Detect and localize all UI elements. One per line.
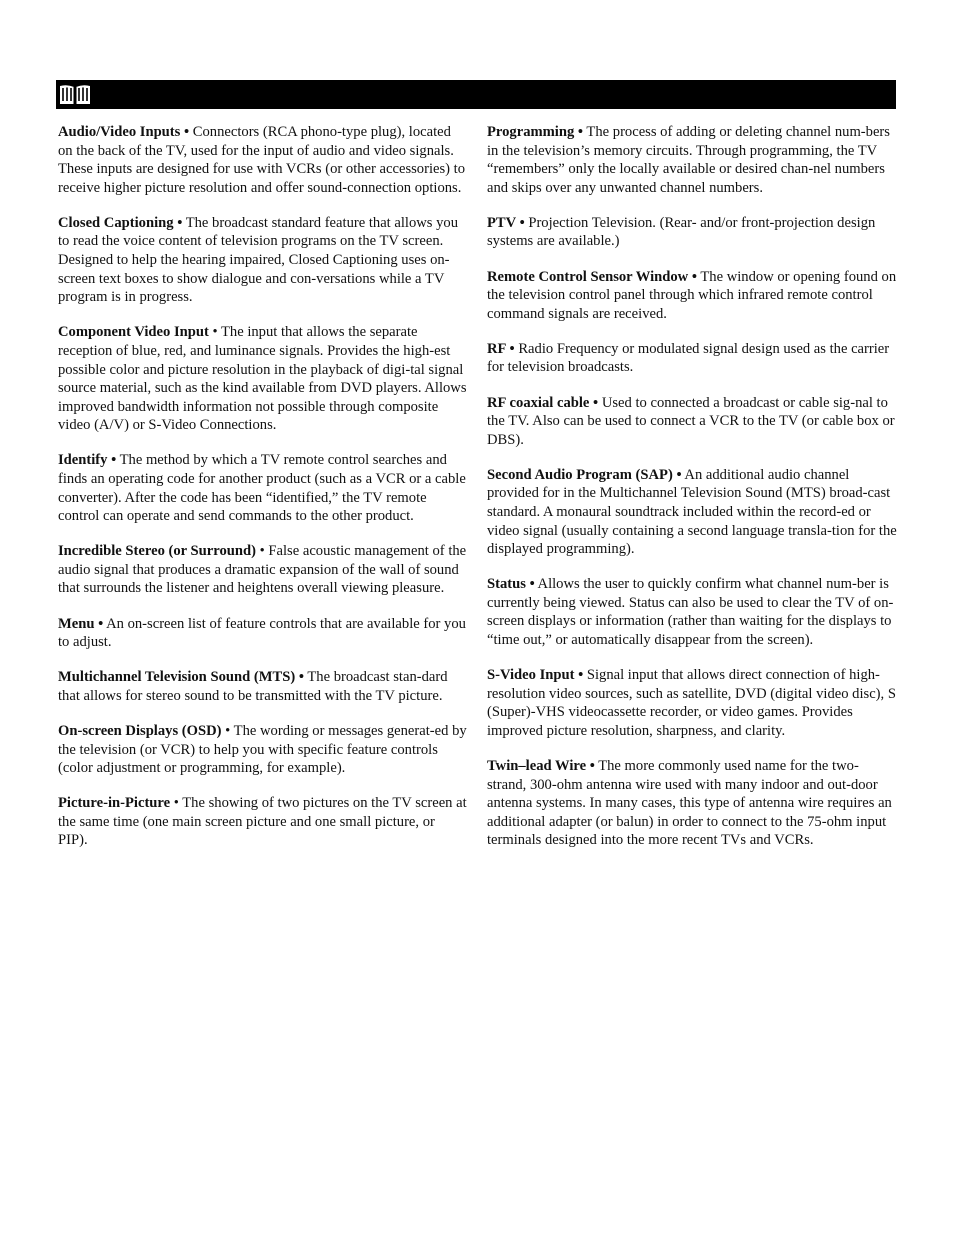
glossary-entry: [58, 722, 468, 778]
glossary-term: Programming •: [487, 124, 584, 140]
glossary-entry: [487, 340, 897, 377]
glossary-term: Picture-in-Picture: [58, 795, 171, 812]
glossary-entry: [58, 123, 468, 197]
glossary-term: RF coaxial cable •: [487, 394, 599, 411]
glossary-definition: Projection Television. (Rear- and/or front-projection design systems are available.): [487, 214, 876, 250]
glossary-term: Remote Control Sensor Window •: [487, 268, 697, 285]
glossary-entry: [58, 615, 468, 652]
glossary-definition: An on-screen list of feature controls that are available for you to adjust.: [58, 615, 466, 651]
glossary-definition: The broadcast standard feature that allows you to read the voice content of television programs on the TV screen. Designed to help the hearing impaired, Closed Captioning uses on-screen text boxes to show dialogue and con-versations while a TV program is in progress.: [58, 214, 459, 306]
glossary-term: Closed Captioning •: [58, 214, 183, 231]
glossary-definition: • The wording or messages generat-ed by the television (or VCR) to help you with specific feature controls (color adjustment or programming, for example).: [58, 722, 467, 777]
glossary-entry: [58, 668, 468, 705]
glossary-term: Menu •: [58, 615, 104, 632]
section-header-bar: [56, 80, 896, 109]
glossary-entry: [487, 666, 897, 740]
glossary-definition: • The input that allows the separate reception of blue, red, and luminance signals. Provides the high-est possible color and picture resolution in the playback of digi-tal signal source material, such as the kind available from DVD players. Allows improved bandwidth information not possible through composite video (A/V) or S-Video Connections.: [58, 324, 467, 434]
glossary-term: Second Audio Program (SAP) •: [487, 466, 682, 483]
glossary-definition: An additional audio channel provided for in the Multichannel Television Sound (MTS) broad-cast standard. A monaural soundtrack included within the record-ed or video signal (usually containing a second language transla-tion for the displayed programming).: [487, 466, 897, 558]
glossary-term: On-screen Displays (OSD): [58, 722, 222, 739]
glossary-definition: Allows the user to quickly confirm what channel num-ber is currently being viewed. Status can also be used to clear the TV of on-screen displays or information (rather than waiting for the displays to “time out,” or automatically disappear from the screen).: [487, 576, 894, 649]
glossary-entry: [487, 268, 897, 324]
glossary-term: Audio/Video Inputs •: [58, 124, 190, 140]
glossary-left-column: [58, 123, 468, 867]
glossary-term: Status •: [487, 576, 535, 593]
glossary-definition: The window or opening found on the television control panel through which infrared remote control command signals are received.: [487, 268, 897, 322]
glossary-entry: [58, 542, 468, 598]
open-book-icon: [59, 83, 91, 106]
glossary-entry: [58, 451, 468, 525]
glossary-definition: Signal input that allows direct connection of high-resolution video sources, such as satellite, DVD (digital video disc), S (Super)-VHS videocassette recorder, or video games. Provides improved picture resolution, sharpness, and clarity.: [487, 667, 896, 739]
glossary-term: PTV •: [487, 214, 525, 231]
glossary-term: Identify •: [58, 452, 117, 469]
glossary-entry: [487, 575, 897, 649]
glossary-entry: [58, 214, 468, 307]
glossary-entry: [487, 123, 897, 197]
glossary-entry: [487, 394, 897, 450]
glossary-definition: Connectors (RCA phono-type plug), located on the back of the TV, used for the input of audio and video signals. These inputs are designed for use with VCRs (or other accessories) to receive higher picture resolution and offer sound-connection options.: [58, 124, 466, 196]
glossary-term: Incredible Stereo (or Surround): [58, 543, 256, 560]
glossary-entry: [58, 323, 468, 435]
glossary-definition: Used to connected a broadcast or cable sig-nal to the TV. Also can be used to connect a VCR to the TV (or cable box or DBS).: [487, 394, 895, 448]
glossary-definition: The method by which a TV remote control searches and finds an operating code for another product (such as a VCR or a cable converter). After the code has been “identified,” the TV remote control can operate and send commands to the other product.: [58, 452, 466, 525]
glossary-definition: • False acoustic management of the audio signal that produces a dramatic expansion of the wall of sound that surrounds the listener and heightens overall viewing pleasure.: [58, 543, 467, 597]
glossary-entry: [487, 214, 897, 251]
glossary-definition: The more commonly used name for the two-strand, 300-ohm antenna wire used with many indoor and out-door antenna systems. In many cases, this type of antenna wire requires an additional adapter (or balun) in order to connect to the 75-ohm input terminals designed into the more recent TVs and VCRs.: [487, 758, 892, 849]
glossary-term: Multichannel Television Sound (MTS) •: [58, 669, 304, 686]
glossary-definition: • The showing of two pictures on the TV screen at the same time (one main screen picture and one small picture, or PIP).: [58, 795, 467, 849]
glossary-entry: [487, 757, 897, 850]
glossary-term: Component Video Input: [58, 324, 209, 341]
glossary-entry: [58, 794, 468, 850]
glossary-definition: Radio Frequency or modulated signal design used as the carrier for television broadcasts.: [487, 340, 890, 376]
glossary-right-column: [487, 123, 897, 867]
glossary-term: S-Video Input •: [487, 667, 584, 684]
glossary-definition: The process of adding or deleting channel num-bers in the television’s memory circuits. Through programming, the TV “remembers” only the locally available or desired chan-nel numbers and skips over any unwanted channel numbers.: [487, 124, 890, 196]
glossary-definition: The broadcast stan-dard that allows for stereo sound to be transmitted with the TV picture.: [58, 669, 448, 704]
glossary-entry: [487, 466, 897, 559]
glossary-term: Twin–lead Wire •: [487, 758, 595, 775]
glossary-term: RF •: [487, 340, 515, 357]
